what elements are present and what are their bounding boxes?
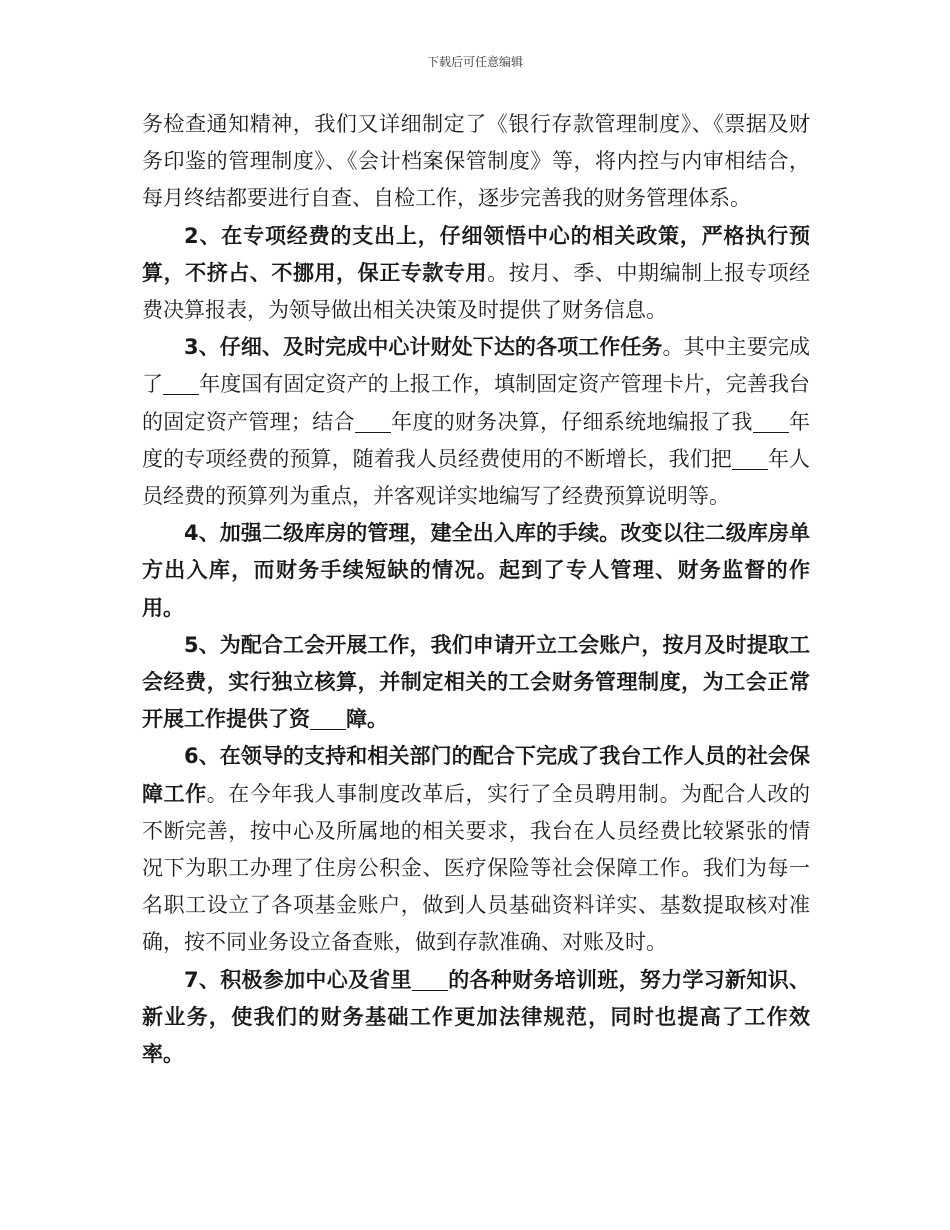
fill-blank [412, 972, 448, 991]
body-text: 年度的财务决算，仔细系统地编报了我 [390, 409, 753, 434]
body-text: 年度的专项经费的预算，随着我人员经费使用的不断增长，我们把 [142, 409, 811, 471]
bold-text: 的各种财务培训班，努力学习新知识、新业务，使我们的财务基础工作更加法律规范，同时也提高了工作效率。 [142, 967, 810, 1067]
bold-text: 6、在领导的支持和相关部门的配合下完成了我台工作人员的社会保障工作 [142, 744, 810, 806]
body-text: 。在今年我人事制度改革后，实行了全员聘用制。为配合人改的不断完善，按中心及所属地的相关要求，我台在人员经费比较紧张的情况下为职工办理了住房公积金、医疗保险等社会保障工作。我们为每一名职工设立了各项基金账户，做到人员基础资料详实、基数提取核对准确，按不同业务设立备查账，做到存款准确、对账及时。 [142, 781, 811, 955]
body-text: 年人员经费的预算列为重点，并客观详实地编写了经费预算说明等。 [142, 446, 811, 509]
bold-text: 2、在专项经费的支出上，仔细领悟中心的相关政策，严格执行预算，不挤占、不挪用，保正专款专用 [142, 223, 810, 285]
body-text: 务检查通知精神，我们又详细制定了《银行存款管理制度》、《票据及财务印鉴的管理制度》、《会计档案保管制度》等，将内控与内审相结合，每月终结都要进行自查、自检工作，逐步完善我的财务管理体系。 [142, 112, 810, 211]
fill-blank [732, 451, 768, 470]
body-text: 年度国有固定资产的上报工作，填制固定资产管理卡片，完善我台的固定资产管理；结合 [142, 372, 811, 434]
paragraph-2 [142, 329, 810, 515]
page-header [0, 53, 950, 70]
fill-blank [753, 414, 789, 433]
bold-text: 5、为配合工会开展工作，我们申请开立工会账户，按月及时提取工会经费，实行独立核算，并制定相关的工会财务管理制度，为工会正常开展工作提供了资 [142, 632, 810, 732]
header-text: 下载后可任意编辑 [426, 55, 523, 69]
bold-text: 7、积极参加中心及省里 [184, 967, 412, 992]
paragraph-6 [142, 962, 810, 1074]
body-text: 。按月、季、中期编制上报专项经费决算报表，为领导做出相关决策及时提供了财务信息。 [142, 260, 811, 323]
body-text: 。其中主要完成了 [142, 335, 810, 397]
fill-blank [355, 414, 391, 433]
paragraph-1 [142, 218, 810, 330]
document-body [142, 106, 810, 1073]
bold-text: 障。 [346, 707, 388, 732]
paragraph-5 [142, 738, 810, 961]
bold-text: 4、加强二级库房的管理，建全出入库的手续。改变以往二级库房单方出入库，而财务手续短缺的情况。起到了专人管理、财务监督的作用。 [142, 521, 810, 620]
paragraph-4 [142, 627, 810, 739]
bold-text: 3、仔细、及时完成中心计财处下达的各项工作任务 [184, 335, 663, 360]
fill-blank [310, 711, 346, 730]
paragraph-3 [142, 515, 810, 627]
fill-blank [163, 376, 199, 395]
paragraph-0 [142, 106, 810, 218]
